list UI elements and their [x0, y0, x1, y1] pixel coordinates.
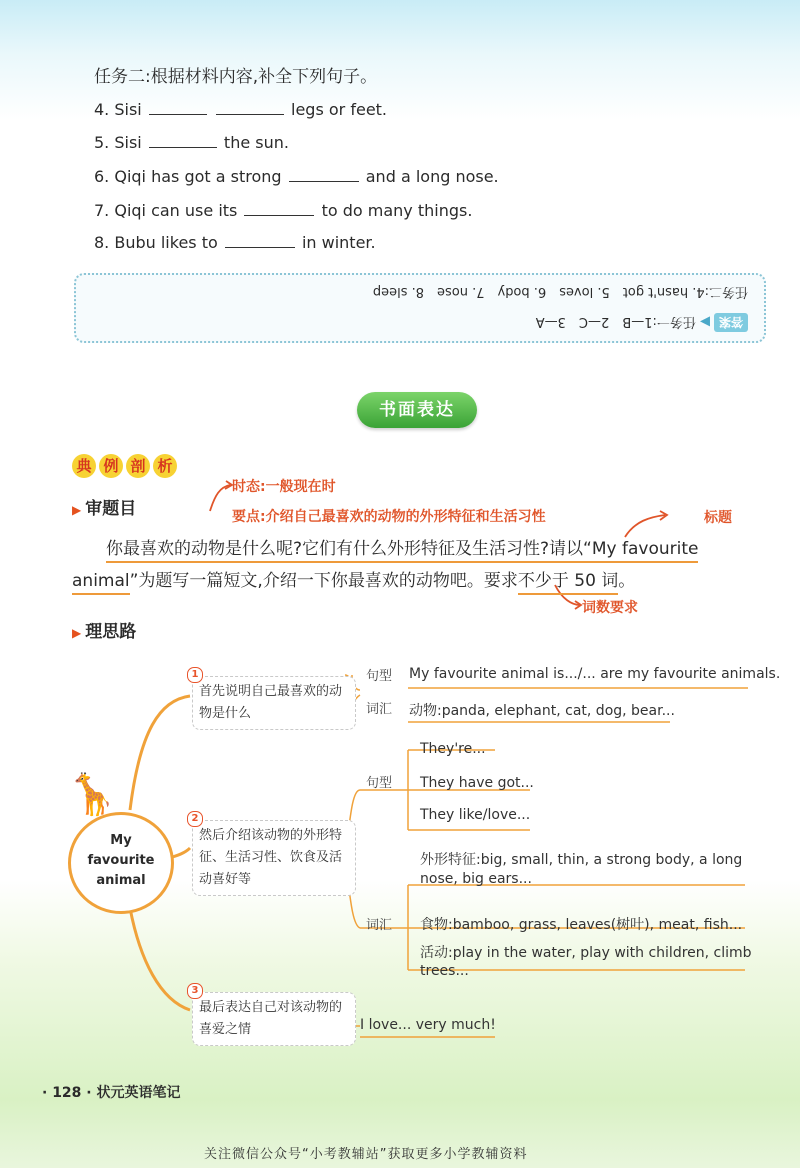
answer-blank[interactable] [149, 133, 217, 148]
answer-blank[interactable] [225, 233, 295, 248]
review-heading-text: 审题目 [85, 499, 137, 519]
s1-vocab: 动物:panda, elephant, cat, dog, bear... [409, 703, 675, 719]
question-text: in winter. [301, 233, 376, 252]
title-annotation: 标题 [704, 510, 732, 526]
prompt-line-2 [72, 566, 635, 591]
s2-vocab-label: 词汇 [366, 918, 393, 933]
step-number: 2 [187, 811, 203, 827]
question-text: 4. Sisi [94, 100, 142, 119]
question-text: 8. Bubu likes to [94, 233, 218, 252]
center-text: My [110, 833, 132, 848]
example-char: 析 [153, 454, 177, 478]
question-text: to do many things. [321, 201, 473, 220]
answer-text-1: 任务一:1—B 2—C 3—A [535, 314, 696, 329]
question-text: 6. Qiqi has got a strong [94, 167, 282, 186]
page-number: · 128 · 状元英语笔记 [42, 1085, 181, 1101]
example-char: 典 [72, 454, 96, 478]
tense-annotation: 时态:一般现在时 [232, 479, 336, 495]
s3-expression: I love... very much! [360, 1017, 496, 1033]
step3-bubble [191, 985, 356, 1046]
step3-text: 最后表达自己对该动物的喜爱之情 [199, 1000, 343, 1037]
question-text: the sun. [223, 133, 289, 152]
word-count-annotation: 词数要求 [582, 600, 638, 616]
question-text: and a long nose. [365, 167, 499, 186]
prompt-end: 。 [618, 571, 636, 591]
s2-pattern-2: They have got... [420, 775, 534, 791]
task2-title: 任务二:根据材料内容,补全下列句子。 [94, 67, 378, 87]
answer-blank[interactable] [289, 167, 359, 182]
prompt-question: 你最喜欢的动物是什么呢?它们有什么外形特征及生活习性?请以“ [106, 539, 592, 563]
triangle-icon: ▶ [72, 503, 82, 517]
s2-vocab-activity: 活动:play in the water, play with children, climb [420, 945, 752, 961]
example-char: 例 [99, 454, 123, 478]
giraffe-icon: 🦒 [67, 772, 117, 818]
s2-vocab-appearance-cont: nose, big ears... [420, 871, 532, 887]
answer-line-2: 任务二:4. hasn't got 5. loves 6. body 7. nose 8. sleep [372, 284, 748, 299]
center-text: favourite [87, 853, 155, 868]
question-text: 5. Sisi [94, 133, 142, 152]
triangle-icon: ▶ [72, 626, 82, 640]
step2-bubble [191, 813, 356, 896]
s2-pattern-label: 句型 [366, 776, 393, 791]
question-8 [94, 233, 376, 252]
answer-arrow-icon: ▶ [699, 314, 710, 329]
s2-pattern-3: They like/love... [420, 807, 531, 823]
s2-pattern-1: They're... [420, 741, 486, 757]
key-points-annotation: 要点:介绍自己最喜欢的动物的外形特征和生活习性 [232, 509, 546, 525]
center-text: animal [96, 873, 146, 888]
step-number: 1 [187, 667, 203, 683]
question-7 [94, 201, 472, 220]
branch-3 [130, 908, 190, 1010]
question-text: 7. Qiqi can use its [94, 201, 238, 220]
question-5 [94, 133, 289, 152]
prompt-requirement: 不少于 50 词 [518, 571, 618, 595]
review-heading [72, 494, 136, 519]
prompt-title-part: My favourite [592, 539, 699, 563]
prompt-line-1 [106, 534, 698, 559]
think-heading-text: 理思路 [85, 622, 137, 642]
s2-vocab-activity-cont: trees... [420, 963, 469, 979]
s1-vocab-label: 词汇 [366, 702, 393, 717]
example-analysis-tag [72, 454, 180, 480]
s2-vocab-appearance: 外形特征:big, small, thin, a strong body, a long [420, 852, 743, 868]
prompt-instruction: ”为题写一篇短文,介绍一下你最喜欢的动物吧。要求 [129, 571, 518, 591]
answer-box [74, 273, 766, 343]
prompt-title-part: animal [72, 571, 130, 595]
answer-tag: 答案 [714, 313, 748, 332]
answer-blank[interactable] [149, 100, 207, 115]
think-heading [72, 617, 136, 642]
s2-vocab-food: 食物:bamboo, grass, leaves(树叶), meat, fish... [420, 917, 743, 933]
step1-bubble [191, 669, 356, 730]
section-banner: 书面表达 [357, 392, 477, 428]
step1-text: 首先说明自己最喜欢的动物是什么 [199, 684, 343, 721]
footer-note: 关注微信公众号“小考教辅站”获取更多小学教辅资料 [204, 1147, 528, 1162]
answer-blank[interactable] [216, 100, 284, 115]
question-4 [94, 100, 387, 119]
step2-text: 然后介绍该动物的外形特征、生活习性、饮食及活动喜好等 [199, 828, 343, 887]
answer-blank[interactable] [244, 201, 314, 216]
s1-pattern: My favourite animal is.../... are my favourite animals. [409, 666, 781, 682]
s1-pattern-label: 句型 [366, 669, 393, 684]
answer-line-1 [536, 313, 748, 333]
mindmap-center [67, 772, 174, 914]
step-number: 3 [187, 983, 203, 999]
question-6 [94, 167, 499, 186]
question-text: legs or feet. [291, 100, 388, 119]
branch-1 [130, 696, 190, 810]
example-char: 剖 [126, 454, 150, 478]
tense-arrow [210, 485, 230, 511]
